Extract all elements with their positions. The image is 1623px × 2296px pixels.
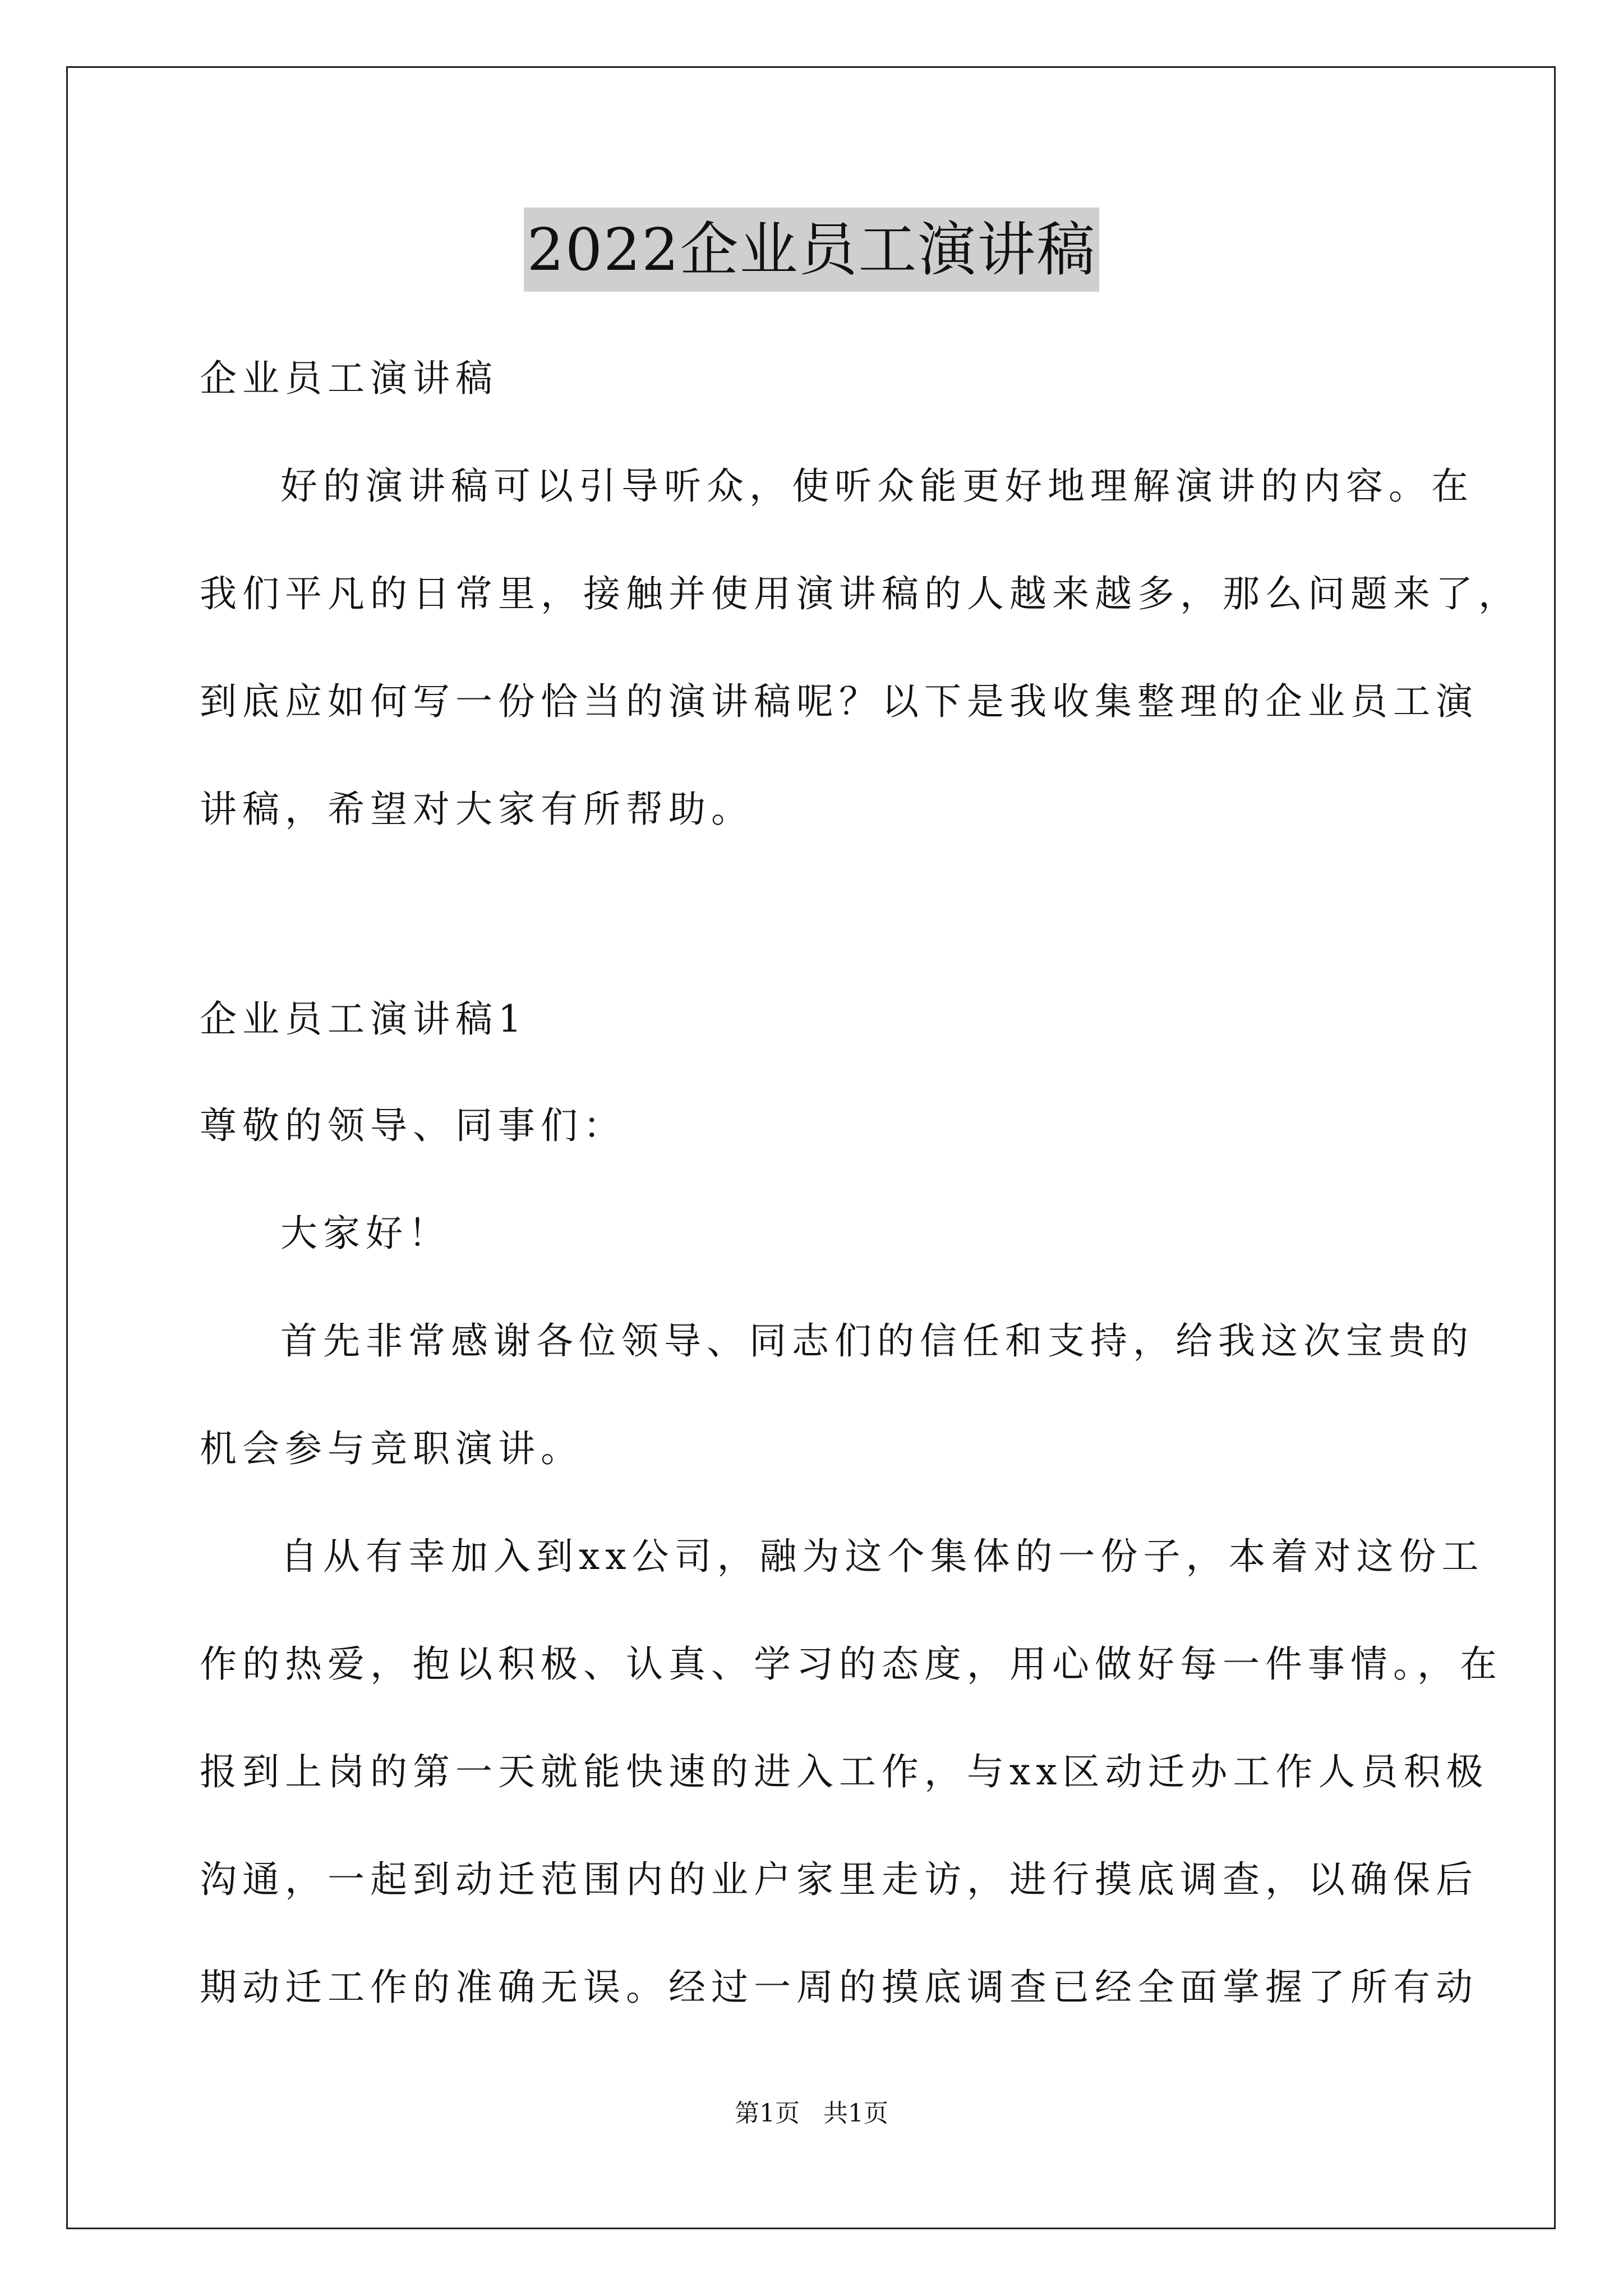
title-container [0,208,1623,292]
paragraph-line: 自从有幸加入到xx公司，融为这个集体的一份子，本着对这份工 [280,1535,1484,1578]
paragraph-line: 沟通，一起到动迁范围内的业户家里走访，进行摸底调查，以确保后 [200,1858,1478,1901]
document-title: 2022企业员工演讲稿 [524,208,1100,292]
paragraph-line: 我们平凡的日常里，接触并使用演讲稿的人越来越多，那么问题来了， [200,572,1521,615]
greeting-line: 大家好！ [280,1212,451,1255]
paragraph-line: 机会参与竞职演讲。 [200,1427,583,1470]
paragraph-line: 到底应如何写一份恰当的演讲稿呢？以下是我收集整理的企业员工演 [200,680,1478,723]
paragraph-line: 期动迁工作的准确无误。经过一周的摸底调查已经全面掌握了所有动 [200,1966,1478,2009]
paragraph-line: 报到上岗的第一天就能快速的进入工作，与xx区动迁办工作人员积极 [200,1750,1489,1793]
subtitle-line: 企业员工演讲稿 [200,357,498,400]
salutation-line: 尊敬的领导、同事们： [200,1104,626,1147]
section-heading: 企业员工演讲稿1 [200,997,527,1041]
page-footer: 第1页 共1页 [735,2099,888,2128]
paragraph-line: 首先非常感谢各位领导、同志们的信任和支持，给我这次宝贵的 [280,1319,1474,1363]
paragraph-line: 好的演讲稿可以引导听众，使听众能更好地理解演讲的内容。在 [280,464,1474,508]
paragraph-line: 作的热爱，抱以积极、认真、学习的态度，用心做好每一件事情。，在 [200,1642,1502,1686]
paragraph-line: 讲稿，希望对大家有所帮助。 [200,788,754,831]
